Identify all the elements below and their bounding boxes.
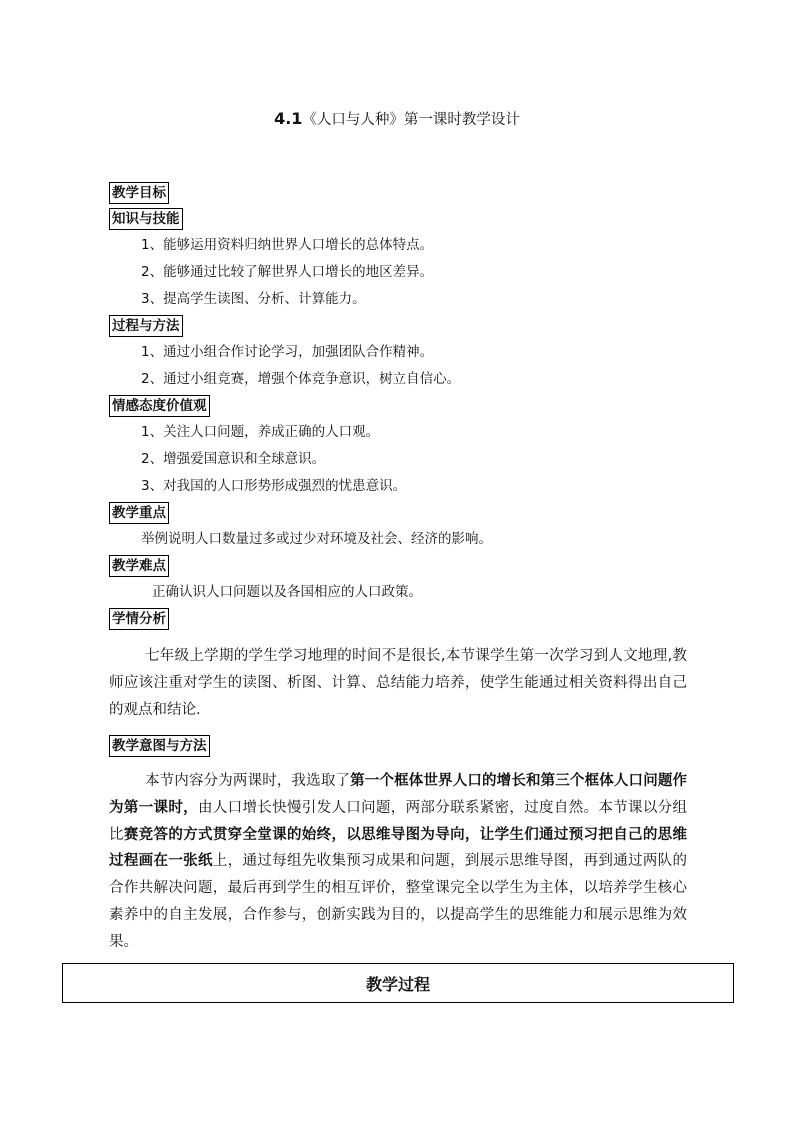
section-label-intent: 教学意图与方法	[109, 735, 210, 757]
intent-text-2: 由人口增长快慢引发人口问题，两部分联系紧密，过度自然。本节课以分组比	[109, 799, 688, 843]
list-item: 1、关注人口问题，养成正确的人口观。	[141, 424, 380, 440]
intent-text-3: 上，通过每组先收集预习成果和问题，到展示思维导图，再到通过两队的合作共解决问题，最后再到学生的相互评价，整堂课完全以学生为主体，以培养学生核心素养中的自主发展，合作参与，创新实践为目的，以提高学生的思维能力和展示思维为效果。	[109, 853, 688, 950]
title-text: 《人口与人种》第一课时教学设计	[302, 112, 520, 128]
document-title	[0, 108, 794, 129]
list-item: 2、增强爱国意识和全球意识。	[141, 451, 326, 467]
section-label-knowledge: 知识与技能	[109, 208, 183, 230]
section-label-difficult-point: 教学难点	[109, 555, 169, 577]
list-item: 2、能够通过比较了解世界人口增长的地区差异。	[141, 264, 434, 280]
section-label-student-analysis: 学情分析	[109, 608, 169, 630]
intent-paragraph	[109, 768, 687, 956]
section-label-key-point: 教学重点	[109, 502, 169, 524]
teaching-process-title: 教学过程	[365, 974, 430, 994]
section-label-goals: 教学目标	[109, 182, 169, 204]
key-point-text: 举例说明人口数量过多或过少对环境及社会、经济的影响。	[141, 531, 492, 547]
intent-bold-2: 赛竞答的方式贯穿全堂课的始终，以思维导图为导向，让学生们通过预习把自己的思维过程画在一张纸	[109, 826, 688, 870]
teaching-process-header	[62, 963, 734, 1003]
student-analysis-paragraph: 七年级上学期的学生学习地理的时间不是很长,本节课学生第一次学习到人文地理,教师应该注重对学生的读图、析图、计算、总结能力培养，使学生能通过相关资料得出自己的观点和结论.	[109, 648, 687, 718]
difficult-point-text: 正确认识人口问题以及各国相应的人口政策。	[152, 584, 422, 600]
list-item: 1、能够运用资料归纳世界人口增长的总体特点。	[141, 237, 434, 253]
section-label-process: 过程与方法	[109, 315, 183, 337]
section-label-emotion: 情感态度价值观	[109, 395, 210, 417]
list-item: 3、提高学生读图、分析、计算能力。	[141, 291, 366, 307]
title-number: 4.1	[274, 109, 303, 128]
list-item: 2、通过小组竞赛，增强个体竞争意识，树立自信心。	[141, 371, 461, 387]
intent-text-1: 本节内容分为两课时，我选取了	[145, 773, 351, 789]
intent-bold-1: 第一个框体世界人口的增长和第三个框体人口问题作为第一课时，	[109, 773, 687, 816]
list-item: 1、通过小组合作讨论学习，加强团队合作精神。	[141, 344, 434, 360]
list-item: 3、对我国的人口形势形成强烈的忧患意识。	[141, 478, 407, 494]
